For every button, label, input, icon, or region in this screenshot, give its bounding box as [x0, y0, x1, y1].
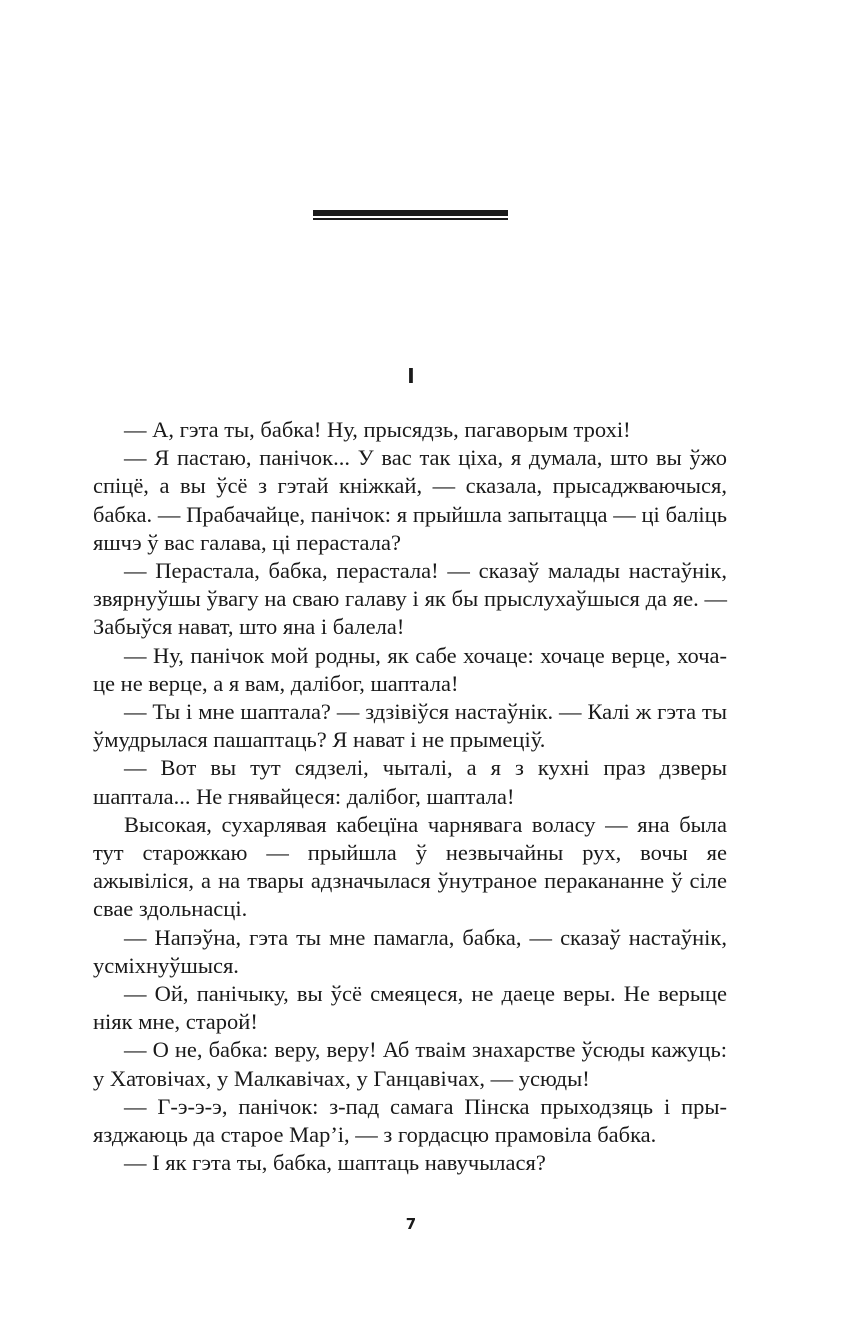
paragraph: — Ну, панічок мой родны, як сабе хочаце: хочаце верце, хочаце не верце, а я вам, далібог, шаптала!	[93, 642, 727, 696]
paragraph: — Напэўна, гэта ты мне памагла, бабка, — сказаў настаўнік, усміхнуўшыся.	[93, 924, 727, 978]
paragraph: — А, гэта ты, бабка! Ну, прысядзь, пагаворым трохі!	[124, 417, 631, 442]
paragraph: — Ты і мне шаптала? — здзівіўся настаўнік. — Калі ж гэта ты ўмудрылася пашаптаць? Я нават і не прымеціў.	[93, 699, 727, 753]
chapter-number: I	[407, 364, 415, 388]
paragraph: — О не, бабка: веру, веру! Аб тваім знахарстве ўсюды кажуць: у Хатовічах, у Малкавічах, у Ганцавічах, — усюды!	[93, 1037, 727, 1091]
header-ornament-rule-thin	[313, 218, 508, 220]
paragraph: Высокая, сухарлявая кабецїна чарнявага воласу — яна была тут старожкаю — прыйшла ў незвычайны рух, вочы яе ажывіліся, а на твары адзначылася ўнутраное перакананне ў сіле свае здольнасці.	[93, 811, 727, 922]
paragraph: — І як гэта ты, бабка, шаптаць навучылася?	[124, 1150, 546, 1176]
page-number: 7	[405, 1215, 417, 1233]
paragraph: — Перастала, бабка, перастала! — сказаў малады настаўнік, звярнуўшы ўвагу на сваю галаву і як бы прыслухаўшыся да яе. — Забыўся нават, што яна і балела!	[93, 558, 727, 640]
paragraph: — Г-э-э-э, панічок: з-пад самага Пінска прыходзяць і прыязджаюць да старое Мар’і, — з гордасцю прамовіла бабка.	[93, 1093, 727, 1148]
paragraph: — Вот вы тут сядзелі, чыталі, а я з кухні праз дзверы шаптала... Не гнявайцеся: далібог, шаптала!	[93, 755, 727, 809]
paragraph: — Я пастаю, панічок... У вас так ціха, я думала, што вы ўжо спіцё, а вы ўсё з гэтай кніжкай, — сказала, прысаджваючыся, бабка. — Прабачайце, панічок: я прыйшла запытацца — ці баліць яшчэ ў вас галава, ці перастала?	[93, 445, 727, 555]
header-ornament-rule	[313, 210, 508, 216]
paragraph: — Ой, панічыку, вы ўсё смеяцеся, не даеце веры. Не верыце ніяк мне, старой!	[93, 981, 727, 1035]
text-body	[93, 416, 727, 1177]
